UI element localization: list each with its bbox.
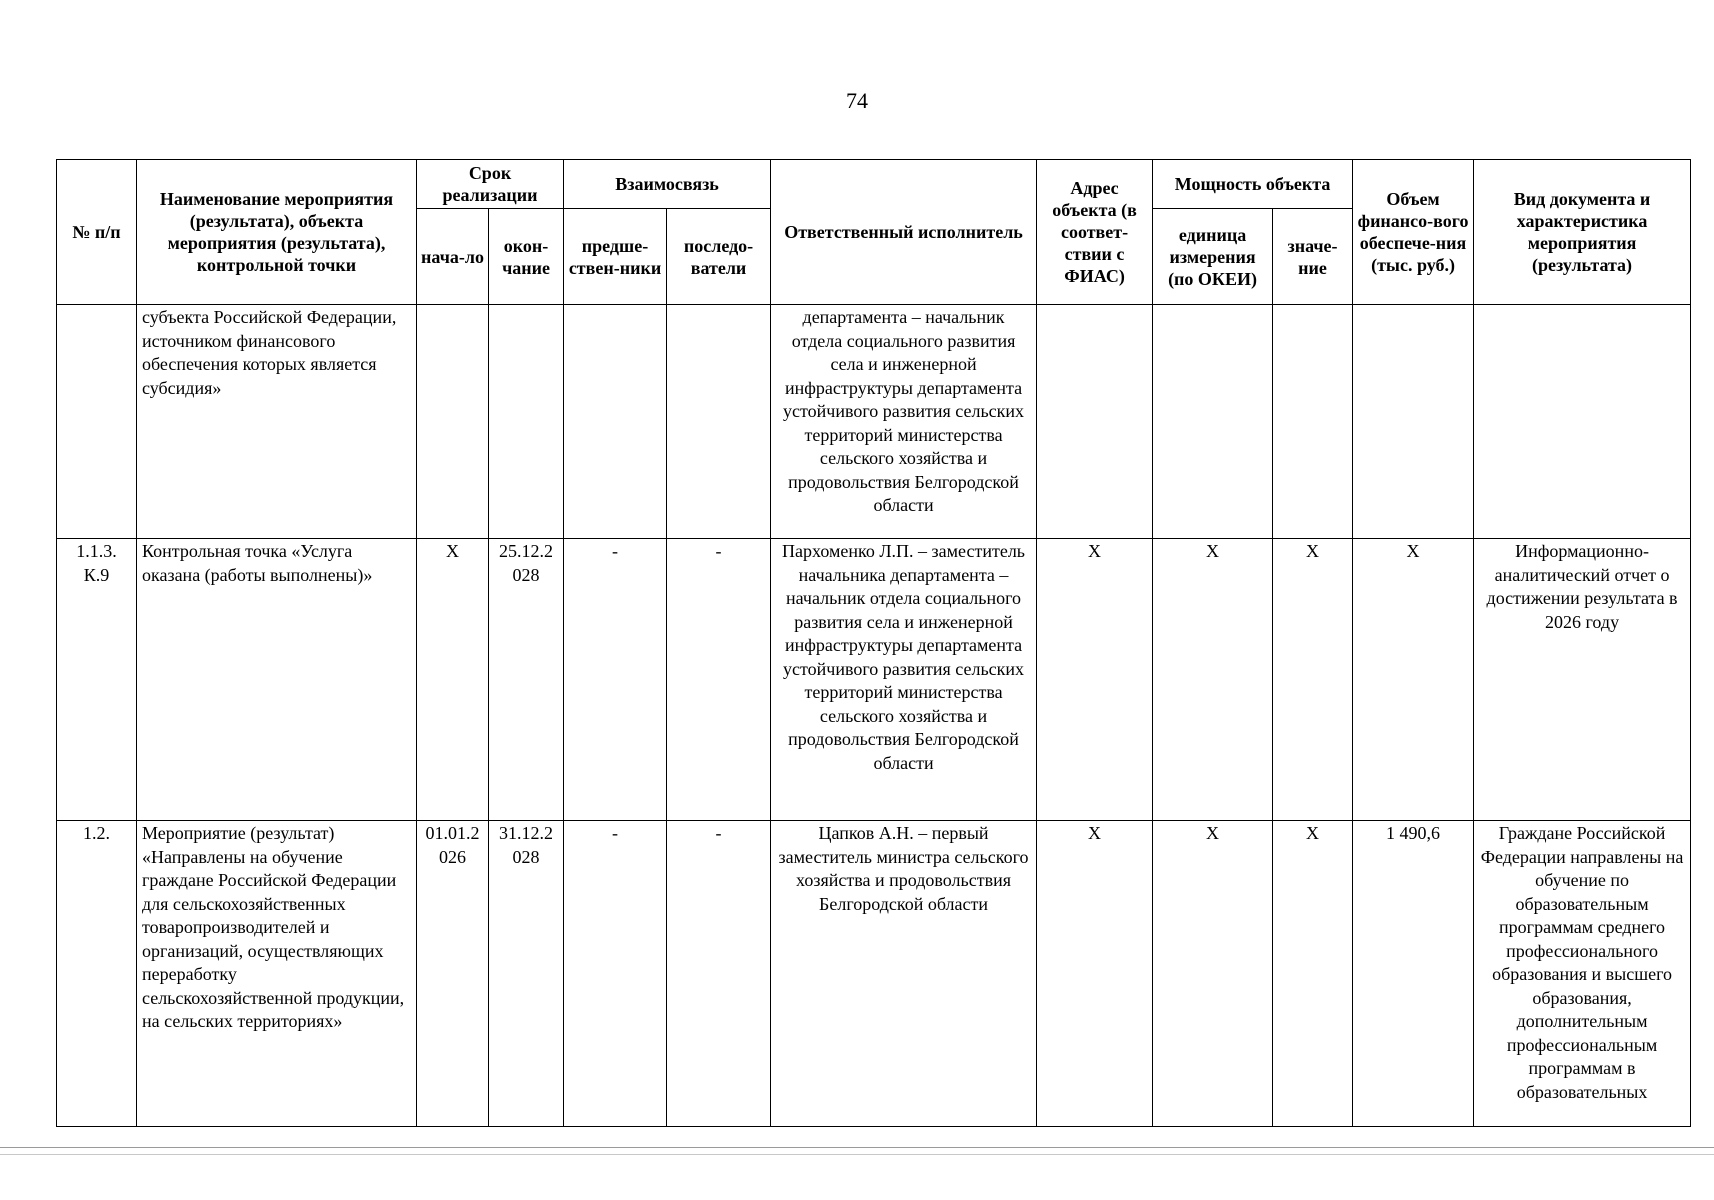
cell-start — [417, 305, 489, 539]
cell-funding: 1 490,6 — [1353, 821, 1474, 1127]
cell-value — [1273, 305, 1353, 539]
cell-start: X — [417, 539, 489, 821]
cell-num: 1.2. — [57, 821, 137, 1127]
cell-value: X — [1273, 821, 1353, 1127]
cell-unit: X — [1153, 821, 1273, 1127]
cell-responsible: Цапков А.Н. – первый заместитель министра сельского хозяйства и продовольствия Белгородской области — [771, 821, 1037, 1127]
header-predecessors: предше-ствен-ники — [564, 209, 667, 305]
cell-funding: X — [1353, 539, 1474, 821]
cell-succ: - — [667, 821, 771, 1127]
header-term-start: нача-ло — [417, 209, 489, 305]
scan-edge-line — [0, 1154, 1714, 1155]
cell-value: X — [1273, 539, 1353, 821]
measures-table — [56, 159, 1691, 1127]
header-successors: последо-ватели — [667, 209, 771, 305]
cell-end: 25.12.2 028 — [489, 539, 564, 821]
cell-num — [57, 305, 137, 539]
cell-address: X — [1037, 821, 1153, 1127]
cell-name: субъекта Российской Федерации, источником финансового обеспечения которых является субсидия» — [137, 305, 417, 539]
scan-edge-line — [0, 1147, 1714, 1148]
header-address: Адрес объекта (в соответ-ствии с ФИАС) — [1037, 160, 1153, 305]
header-capacity: Мощность объекта — [1153, 160, 1353, 209]
table-row — [57, 539, 1691, 821]
cell-pred — [564, 305, 667, 539]
header-unit: единица измерения (по ОКЕИ) — [1153, 209, 1273, 305]
cell-end: 31.12.2 028 — [489, 821, 564, 1127]
page-number: 74 — [846, 88, 868, 113]
cell-doc — [1474, 305, 1691, 539]
header-funding: Объем финансо-вого обеспече-ния (тыс. руб.) — [1353, 160, 1474, 305]
cell-address: X — [1037, 539, 1153, 821]
cell-succ: - — [667, 539, 771, 821]
cell-name: Мероприятие (результат) «Направлены на обучение граждане Российской Федерации для сельскохозяйственных товаропроизводителей и организаций, осуществляющих переработку сельскохозяйственной продукции, на сельских территориях» — [137, 821, 417, 1127]
cell-address — [1037, 305, 1153, 539]
cell-doc: Граждане Российской Федерации направлены на обучение по образовательным программам среднего профессионального образования и высшего образования, дополнительным профессиональным программам в образовательных — [1474, 821, 1691, 1127]
cell-succ — [667, 305, 771, 539]
header-doc-type: Вид документа и характеристика мероприятия (результата) — [1474, 160, 1691, 305]
header-num: № п/п — [57, 160, 137, 305]
cell-responsible: департамента – начальник отдела социального развития села и инженерной инфраструктуры департамента устойчивого развития сельских территорий министерства сельского хозяйства и продовольствия Белгородской области — [771, 305, 1037, 539]
table-header — [57, 160, 1691, 305]
table-row — [57, 305, 1691, 539]
cell-pred: - — [564, 821, 667, 1127]
header-relation: Взаимосвязь — [564, 160, 771, 209]
header-term: Срок реализации — [417, 160, 564, 209]
header-value: значе-ние — [1273, 209, 1353, 305]
cell-end — [489, 305, 564, 539]
cell-pred: - — [564, 539, 667, 821]
cell-start: 01.01.2 026 — [417, 821, 489, 1127]
header-responsible: Ответственный исполнитель — [771, 160, 1037, 305]
cell-doc: Информационно-аналитический отчет о достижении результата в 2026 году — [1474, 539, 1691, 821]
cell-name: Контрольная точка «Услуга оказана (работы выполнены)» — [137, 539, 417, 821]
header-name: Наименование мероприятия (результата), объекта мероприятия (результата), контрольной точки — [137, 160, 417, 305]
cell-responsible: Пархоменко Л.П. – заместитель начальника департамента – начальник отдела социального развития села и инженерной инфраструктуры департамента устойчивого развития сельских территорий министерства сельского хозяйства и продовольствия Белгородской области — [771, 539, 1037, 821]
cell-funding — [1353, 305, 1474, 539]
table-row — [57, 821, 1691, 1127]
header-term-end: окон-чание — [489, 209, 564, 305]
cell-num: 1.1.3. К.9 — [57, 539, 137, 821]
cell-unit: X — [1153, 539, 1273, 821]
cell-unit — [1153, 305, 1273, 539]
